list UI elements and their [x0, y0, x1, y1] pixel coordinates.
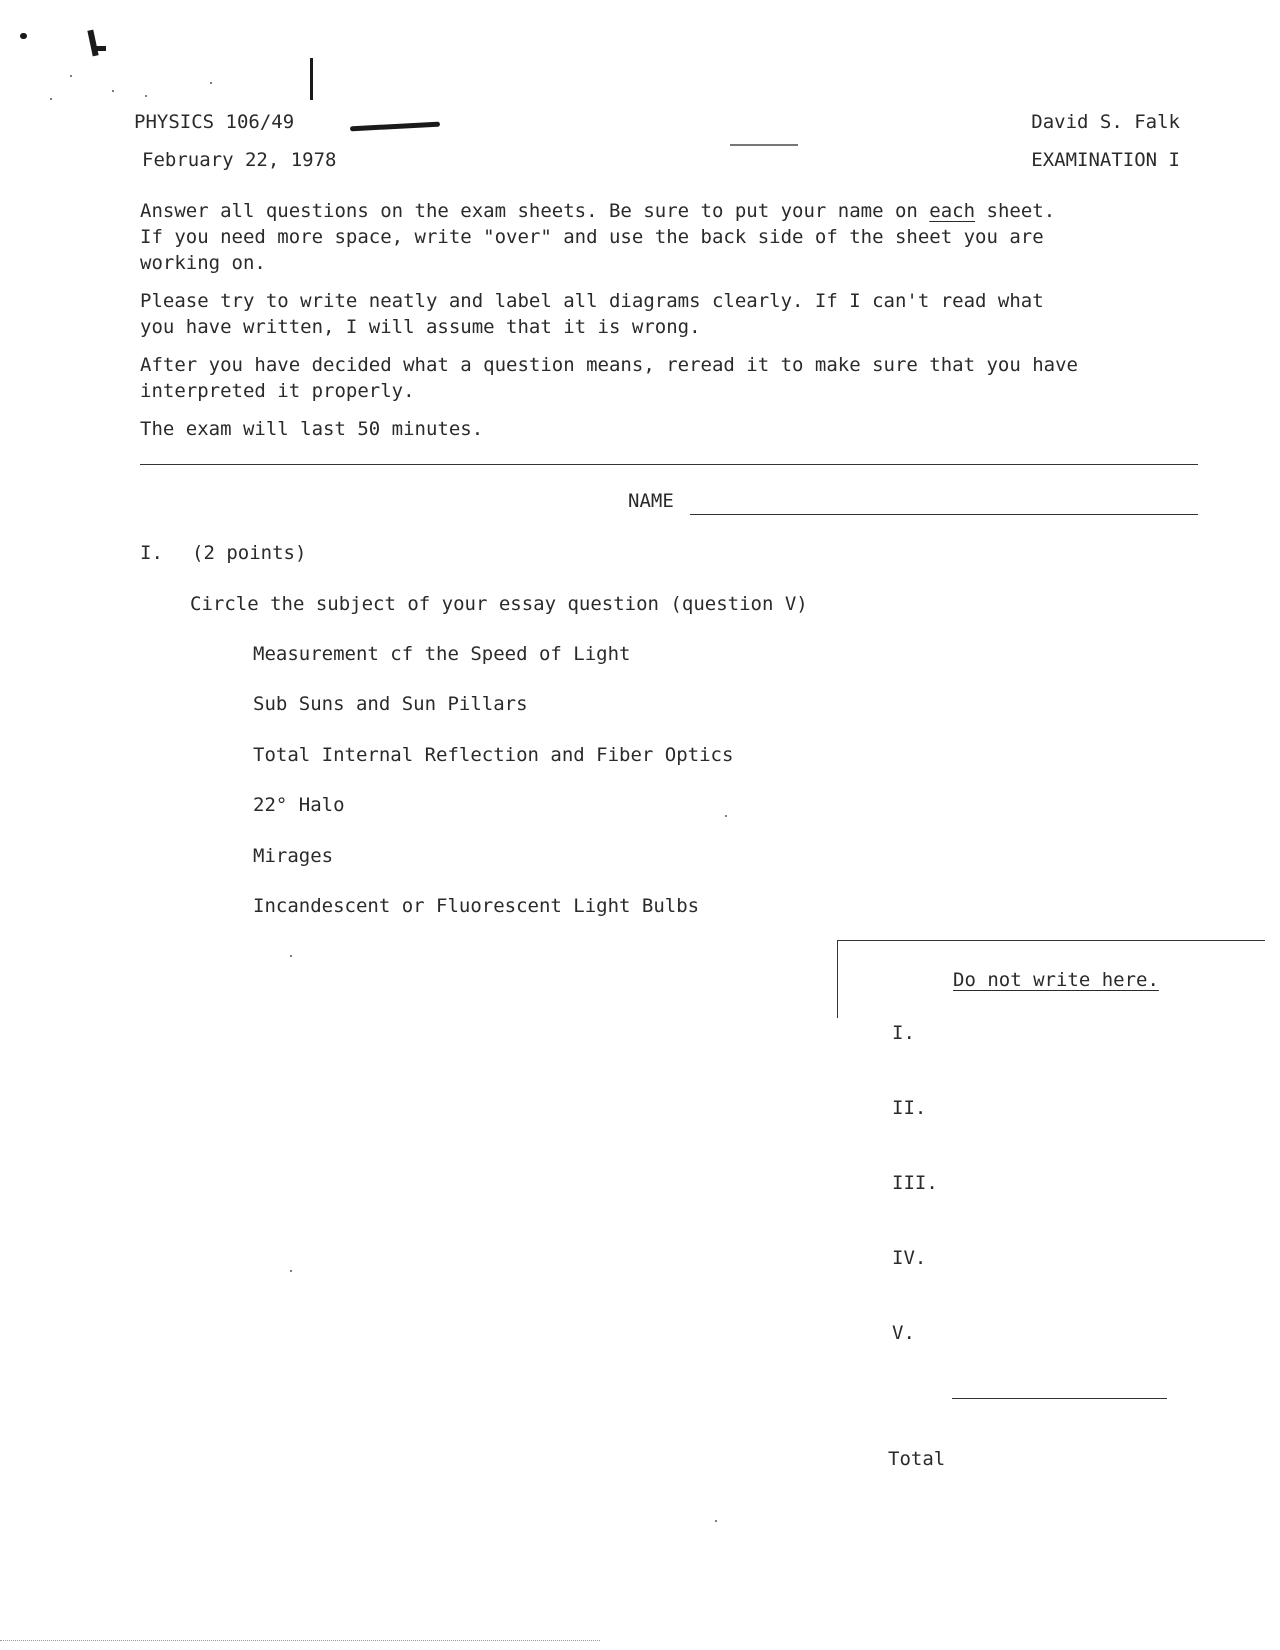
- grading-row-label: IV.: [892, 1247, 927, 1269]
- essay-subject-option[interactable]: Sub Suns and Sun Pillars: [253, 693, 528, 715]
- essay-subject-option[interactable]: 22° Halo: [253, 794, 345, 816]
- essay-subject-option[interactable]: Incandescent or Fluorescent Light Bulbs: [253, 895, 700, 917]
- scan-speck: [112, 90, 114, 92]
- grading-row-label: I.: [892, 1022, 915, 1044]
- instructor-name: David S. Falk: [1031, 111, 1180, 133]
- name-field[interactable]: [690, 514, 1198, 515]
- scan-speck: [290, 1270, 292, 1272]
- grading-box-top-border: [837, 940, 1265, 941]
- scan-speck: [50, 98, 52, 100]
- essay-subject-option[interactable]: Mirages: [253, 845, 334, 867]
- scan-artifact: [87, 30, 98, 57]
- scan-artifact: [350, 122, 440, 132]
- total-sum-line: [952, 1398, 1167, 1399]
- scan-speck: [145, 95, 147, 97]
- instruction-paragraph: The exam will last 50 minutes.: [140, 418, 484, 440]
- course-number: PHYSICS 106/49: [134, 111, 295, 133]
- grading-row-label: II.: [892, 1097, 927, 1119]
- scan-speck: [290, 955, 292, 957]
- scan-artifact: [94, 46, 106, 51]
- essay-subject-option[interactable]: Total Internal Reflection and Fiber Optics: [253, 744, 734, 766]
- grading-row-label: V.: [892, 1322, 915, 1344]
- scan-speck: [70, 75, 72, 77]
- scan-artifact: [310, 58, 313, 100]
- scan-speck: [725, 815, 727, 817]
- section-divider: [140, 464, 1198, 465]
- instruction-text: Answer all questions on the exam sheets. Be sure to put your name on: [140, 200, 930, 222]
- scan-speck: [210, 82, 212, 84]
- question-prompt: Circle the subject of your essay question (question V): [190, 593, 808, 615]
- total-label: Total: [888, 1448, 946, 1470]
- exam-date: February 22, 1978: [142, 149, 337, 171]
- instruction-emphasis: each: [929, 200, 976, 222]
- scan-speck: [715, 1520, 717, 1522]
- scan-edge-noise: [0, 1640, 600, 1641]
- essay-subject-option[interactable]: Measurement cf the Speed of Light: [253, 643, 631, 665]
- instruction-paragraph: Please try to write neatly and label all diagrams clearly. If I can't read what you have written, I will assume that it is wrong.: [140, 290, 1044, 338]
- exam-title: EXAMINATION I: [1031, 149, 1180, 171]
- instruction-text: sheet. If you need more space, write "over" and use the back side of the sheet you are working on.: [140, 200, 1056, 274]
- name-label: NAME: [628, 490, 674, 512]
- question-number: I.: [140, 542, 163, 564]
- instruction-paragraph: After you have decided what a question means, reread it to make sure that you have interpreted it properly.: [140, 354, 1078, 402]
- scan-artifact: [20, 33, 27, 39]
- grading-row-label: III.: [892, 1172, 938, 1194]
- grading-box-left-border: [837, 940, 838, 1018]
- instruction-paragraph: [140, 198, 1180, 276]
- grading-box-title: Do not write here.: [953, 969, 1159, 991]
- question-points: (2 points): [192, 542, 307, 564]
- scan-artifact: [730, 144, 798, 146]
